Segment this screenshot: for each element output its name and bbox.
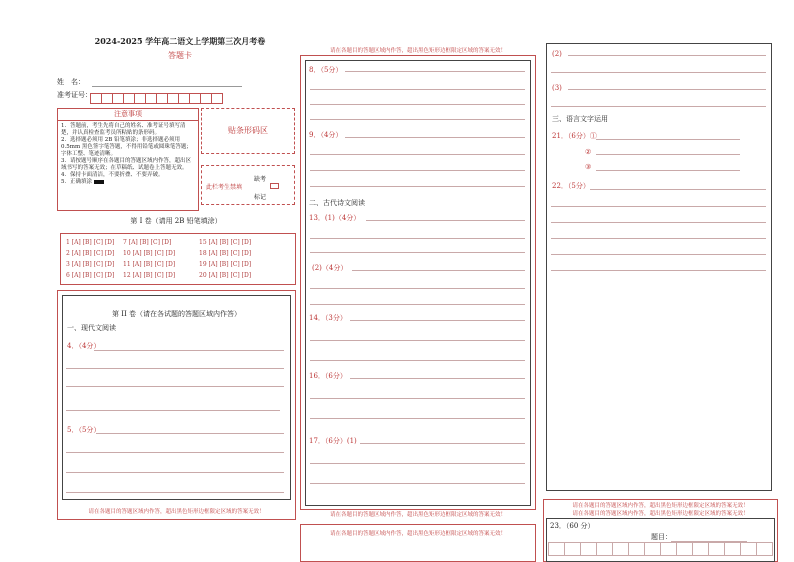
col3-box [546, 43, 772, 491]
mc-row[interactable]: 2 [A] [B] [C] [D] [66, 250, 115, 257]
q21-label: 21．（6分）① [552, 132, 597, 140]
mc-row[interactable]: 6 [A] [B] [C] [D] [66, 272, 115, 279]
warning-text: 请在各题目的答题区域内作答，超出黑色矩形边框限定区域的答案无效！ [329, 48, 506, 54]
q13-1-label: 13．(1)（4分） [309, 214, 361, 222]
mc-row[interactable]: 10 [A] [B] [C] [D] [123, 250, 176, 257]
q14-label: 14．（3分） [309, 314, 347, 322]
notes-title: 注意事项 [58, 109, 198, 121]
mc-row[interactable]: 1 [A] [B] [C] [D] [66, 239, 115, 246]
mc-row[interactable]: 19 [A] [B] [C] [D] [199, 261, 252, 268]
barcode-area [201, 108, 295, 154]
mc-row[interactable]: 18 [A] [B] [C] [D] [199, 250, 252, 257]
name-label: 姓 名： [57, 78, 85, 86]
part1-heading: 一、现代文阅读 [67, 324, 116, 332]
absent-checkbox[interactable] [270, 183, 279, 189]
note-item: 2．选择题必须用 2B 铅笔填涂；非选择题必须用 0.5mm 黑色签字笔答题，不得用铅笔或圆珠笔答题；字体工整、笔迹清晰。 [61, 137, 192, 157]
note-item: 5．正确填涂 [61, 179, 195, 186]
absent-box [201, 165, 295, 205]
absent-mark-1: 缺考 [254, 176, 267, 183]
filled-mark-icon [94, 180, 104, 184]
warning-text: 请在各题目的答题区域内作答，超出黑色矩形边框限定区域的答案无效！ [572, 503, 749, 509]
q23-label: 23．（60 分） [550, 522, 595, 530]
essay-title-label: 题目： [651, 533, 672, 541]
barcode-label: 贴条形码区 [228, 126, 268, 135]
absent-mark-2: 标记 [254, 194, 267, 201]
absent-label: 此栏考生禁填 [206, 184, 243, 191]
note-item: 3．请按题号顺序在各题目的答题区域内作答，超出区域书写的答案无效；在草稿纸、试题卷上答题无效。 [61, 158, 192, 171]
q21-2-label: ② [585, 148, 592, 156]
mc-block [60, 233, 296, 285]
mc-row[interactable]: 15 [A] [B] [C] [D] [199, 239, 252, 246]
warning-text: 请在各题目的答题区域内作答，超出黑色矩形边框限定区域的答案无效！ [572, 511, 749, 517]
q3-label: (3) [552, 84, 562, 92]
note-item: 1．答题前，考生先将自己的姓名、准考证号填写清楚，并认真检查监考员所粘贴的条形码。 [61, 123, 186, 136]
page-title: 2024-2025 学年高二语文上学期第三次月考卷 [94, 36, 266, 46]
q21-3-label: ③ [585, 163, 592, 171]
q13-2-label: (2)（4分） [312, 264, 348, 272]
page-subtitle: 答题卡 [168, 51, 192, 60]
mc-row[interactable]: 7 [A] [B] [C] [D] [123, 239, 172, 246]
id-field[interactable] [90, 89, 222, 108]
id-label: 准考证号： [57, 91, 92, 99]
warning-text: 请在各题目的答题区域内作答，超出黑色矩形边框限定区域的答案无效！ [88, 509, 265, 515]
part2-heading: 二、古代诗文阅读 [309, 199, 365, 207]
q17-label: 17．（6分）(1) [309, 437, 357, 445]
part3-heading: 三、语言文字运用 [552, 115, 608, 123]
warning-text: 请在各题目的答题区域内作答，超出黑色矩形边框限定区域的答案无效！ [329, 512, 506, 518]
name-field[interactable] [92, 86, 242, 87]
q22-label: 22．（5分） [552, 182, 590, 190]
warning-text: 请在各题目的答题区域内作答，超出黑色矩形边框限定区域的答案无效！ [329, 531, 506, 537]
notes-box [57, 108, 199, 211]
section2-box [62, 295, 291, 500]
mc-row[interactable]: 12 [A] [B] [C] [D] [123, 272, 176, 279]
q9-label: 9．（4分） [309, 131, 343, 139]
mc-row[interactable]: 20 [A] [B] [C] [D] [199, 272, 252, 279]
col2-box [305, 60, 531, 506]
col2-bottom-box [300, 524, 536, 562]
essay-grid[interactable] [549, 542, 773, 556]
note-item: 4．保持卡面清洁，不要折叠、不要弄破。 [61, 172, 164, 178]
section1-title: 第 I 卷（请用 2B 铅笔填涂） [130, 217, 222, 225]
q8-label: 8．（5分） [309, 66, 343, 74]
mc-row[interactable]: 3 [A] [B] [C] [D] [66, 261, 115, 268]
q2-label: (2) [552, 50, 562, 58]
section2-title: 第 II 卷（请在各试题的答题区域内作答） [112, 310, 241, 318]
q4-label: 4．（4分） [67, 342, 101, 350]
mc-row[interactable]: 11 [A] [B] [C] [D] [123, 261, 176, 268]
q5-label: 5．（5分） [67, 426, 101, 434]
q16-label: 16．（6分） [309, 372, 347, 380]
